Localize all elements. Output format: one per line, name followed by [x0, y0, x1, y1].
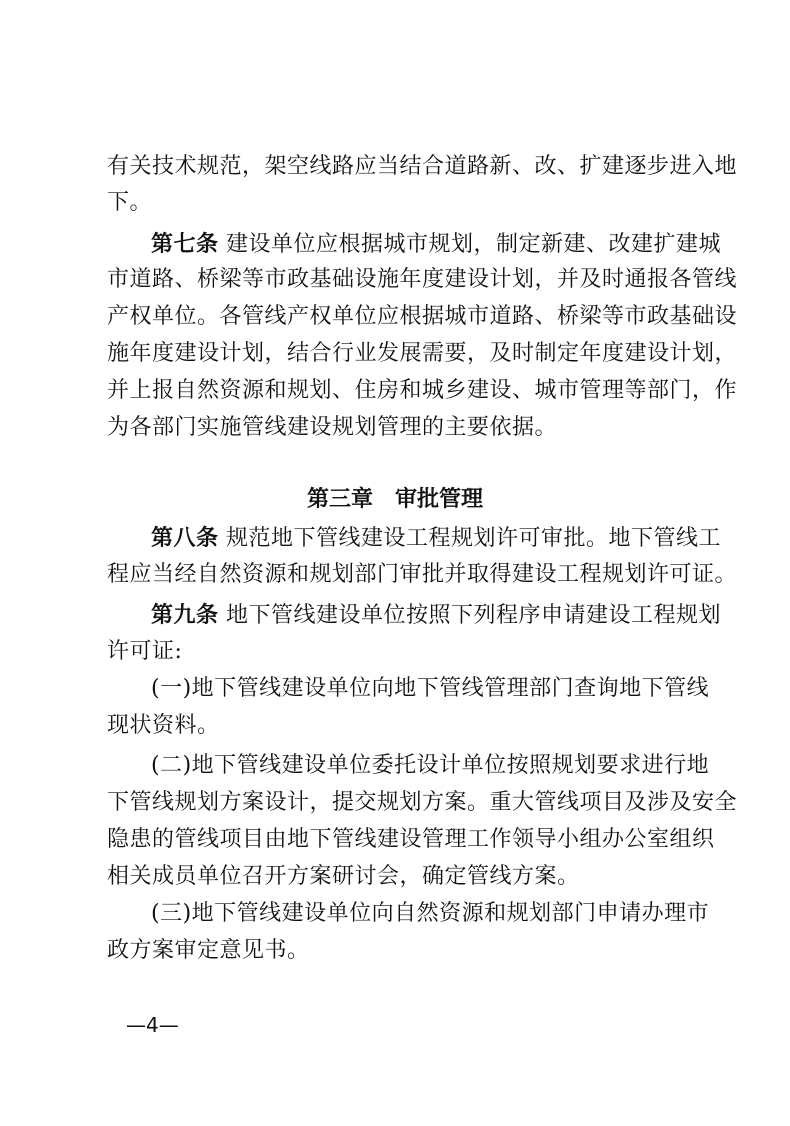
text-line: 下管线规划方案设计，提交规划方案。重大管线项目及涉及安全: [107, 790, 738, 815]
text-line: 为各部门实施管线建设规划管理的主要依据。: [107, 415, 558, 440]
text-line: (三)地下管线建设单位向自然资源和规划部门申请办理市: [151, 901, 710, 926]
text-line: 市道路、桥梁等市政基础设施年度建设计划，并及时通报各管线: [107, 267, 738, 292]
text-line: 下。: [107, 190, 153, 215]
article-9-label: 第九条: [151, 602, 219, 628]
chapter-heading: 第三章 审批管理: [306, 486, 483, 512]
text-line: (二)地下管线建设单位委托设计单位按照规划要求进行地: [151, 753, 710, 778]
text-line: 建设单位应根据城市规划，制定新建、改建扩建城: [226, 232, 722, 257]
text-line: 规范地下管线建设工程规划许可审批。地下管线工: [226, 526, 722, 551]
text-line: 有关技术规范，架空线路应当结合道路新、改、扩建逐步进入地: [107, 154, 738, 179]
text-line: 程应当经自然资源和规划部门审批并取得建设工程规划许可证。: [107, 562, 738, 587]
text-line: 产权单位。各管线产权单位应根据城市道路、桥梁等市政基础设: [107, 304, 738, 329]
text-line: 许可证:: [107, 639, 183, 664]
text-line: 相关成员单位召开方案研讨会，确定管线方案。: [107, 864, 580, 889]
article-7-label: 第七条: [151, 231, 219, 257]
text-line: 施年度建设计划，结合行业发展需要，及时制定年度建设计划，: [107, 341, 738, 366]
article-8-first-line: [151, 523, 722, 554]
text-line: 地下管线建设单位按照下列程序申请建设工程规划: [226, 603, 722, 628]
text-line: 现状资料。: [107, 713, 220, 738]
page-number: —4—: [126, 1013, 179, 1037]
article-8-label: 第八条: [151, 525, 219, 551]
article-7-first-line: [151, 229, 722, 260]
text-line: 并上报自然资源和规划、住房和城乡建设、城市管理等部门，作: [107, 378, 738, 403]
article-9-first-line: [151, 600, 722, 631]
text-line: 政方案审定意见书。: [107, 938, 310, 963]
text-line: 隐患的管线项目由地下管线建设管理工作领导小组办公室组织: [107, 827, 715, 852]
text-line: (一)地下管线建设单位向地下管线管理部门查询地下管线: [151, 676, 710, 701]
